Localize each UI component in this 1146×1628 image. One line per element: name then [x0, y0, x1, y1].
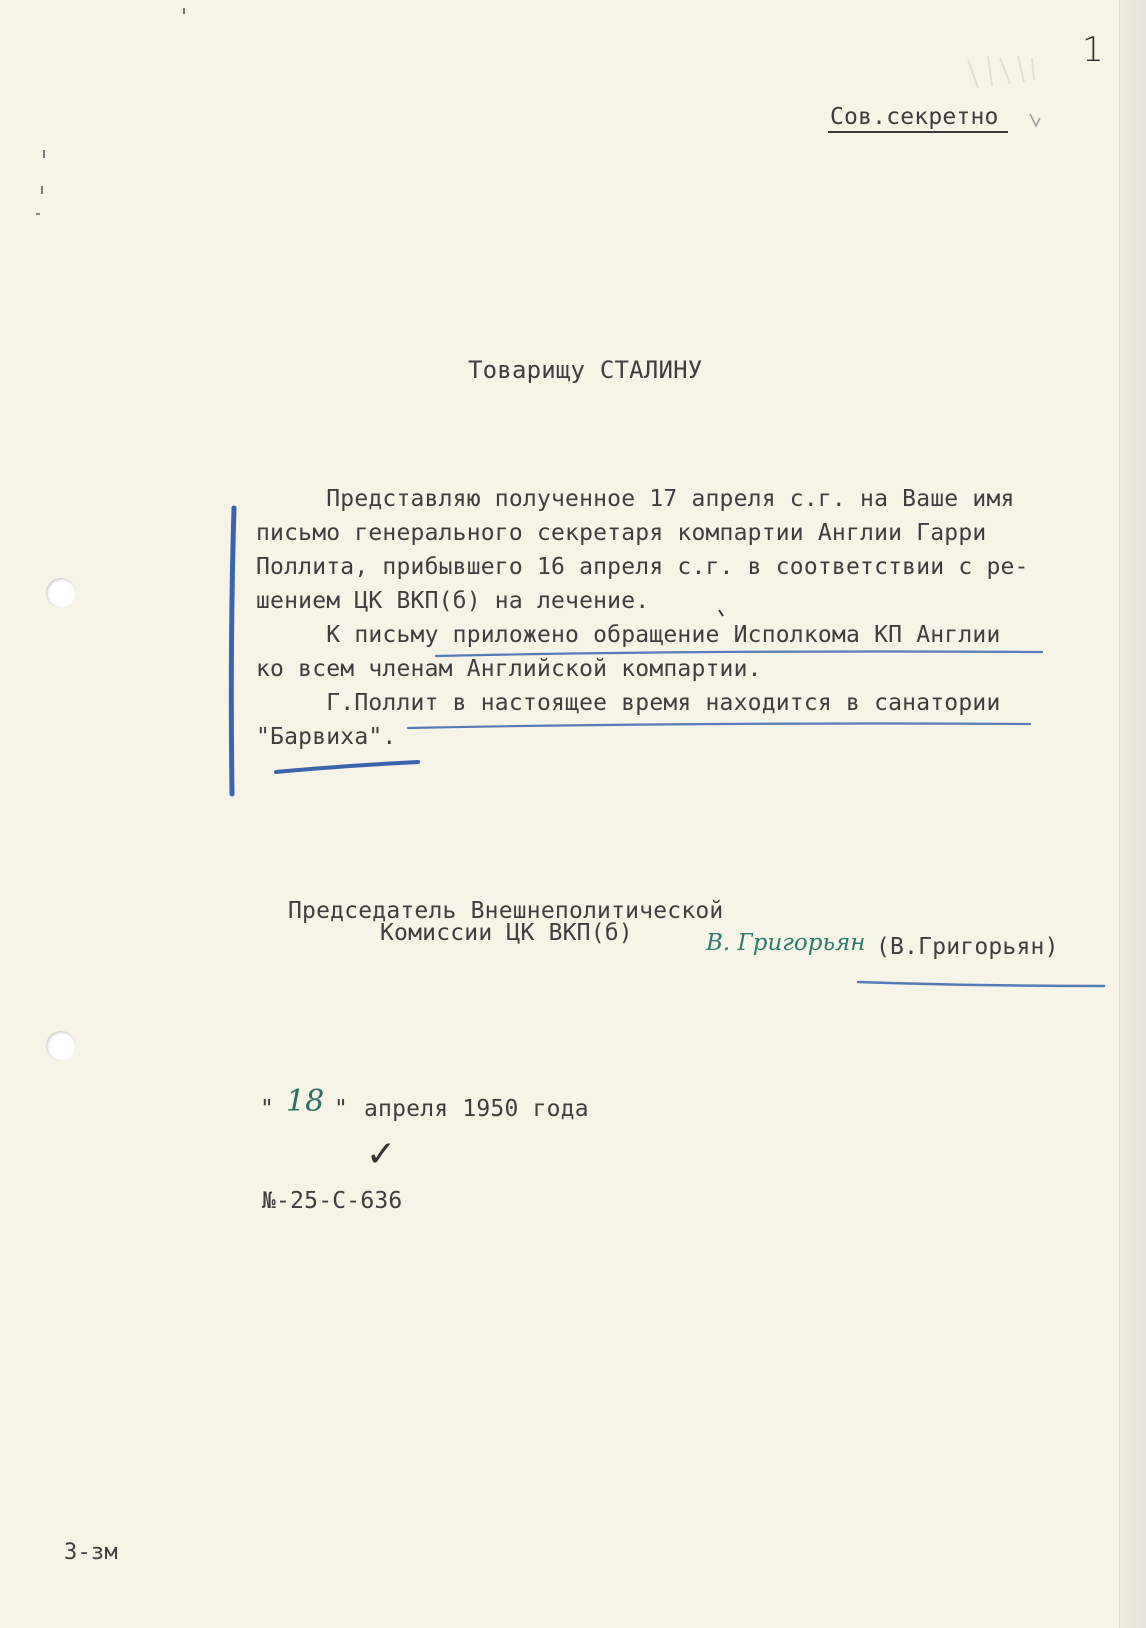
- blue-underline: [408, 724, 1030, 729]
- page-number: 1: [1082, 30, 1104, 70]
- body-line: шением ЦК ВКП(б) на лечение.: [256, 588, 650, 614]
- ink-dot: [719, 610, 723, 616]
- blue-underline: [858, 982, 1104, 986]
- signer-title-line1: Председатель Внешнеполитической: [288, 898, 724, 924]
- date-day-handwritten: 18: [286, 1084, 325, 1119]
- pencil-tick: [1030, 114, 1040, 126]
- body-line: Представляю полученное 17 апреля с.г. на Ваше имя: [256, 486, 1015, 512]
- body-line: К письму приложено обращение Исполкома КП Англии: [256, 622, 1001, 648]
- blue-margin-bracket: [231, 508, 234, 794]
- date-quote-open: ": [260, 1096, 275, 1122]
- body-line: "Барвиха".: [256, 724, 397, 750]
- date-quote-close: ": [334, 1096, 349, 1122]
- reference-number: №-25-С-636: [262, 1188, 403, 1214]
- blue-underline: [276, 762, 418, 772]
- signer-title-line2: Комиссии ЦК ВКП(б): [380, 920, 633, 946]
- body-line: письмо генерального секретаря компартии Англии Гарри: [256, 520, 987, 546]
- classification-stamp: Сов.секретно: [830, 104, 999, 130]
- signer-name: (В.Григорьян): [876, 934, 1059, 960]
- faint-stamp: [968, 56, 1034, 88]
- check-mark-icon: ✓: [366, 1134, 397, 1175]
- footer-code: 3-зм: [64, 1540, 118, 1565]
- date-month-year: апреля 1950 года: [364, 1096, 589, 1122]
- body-line: ко всем членам Английской компартии.: [256, 656, 762, 682]
- blue-underline: [436, 652, 1042, 657]
- addressee-line: Товарищу СТАЛИНУ: [468, 356, 703, 384]
- body-line: Г.Поллит в настоящее время находится в санатории: [256, 690, 1001, 716]
- body-line: Поллита, прибывшего 16 апреля с.г. в соответствии с ре-: [256, 554, 1029, 580]
- handwritten-signature: В. Григорьян: [706, 930, 866, 956]
